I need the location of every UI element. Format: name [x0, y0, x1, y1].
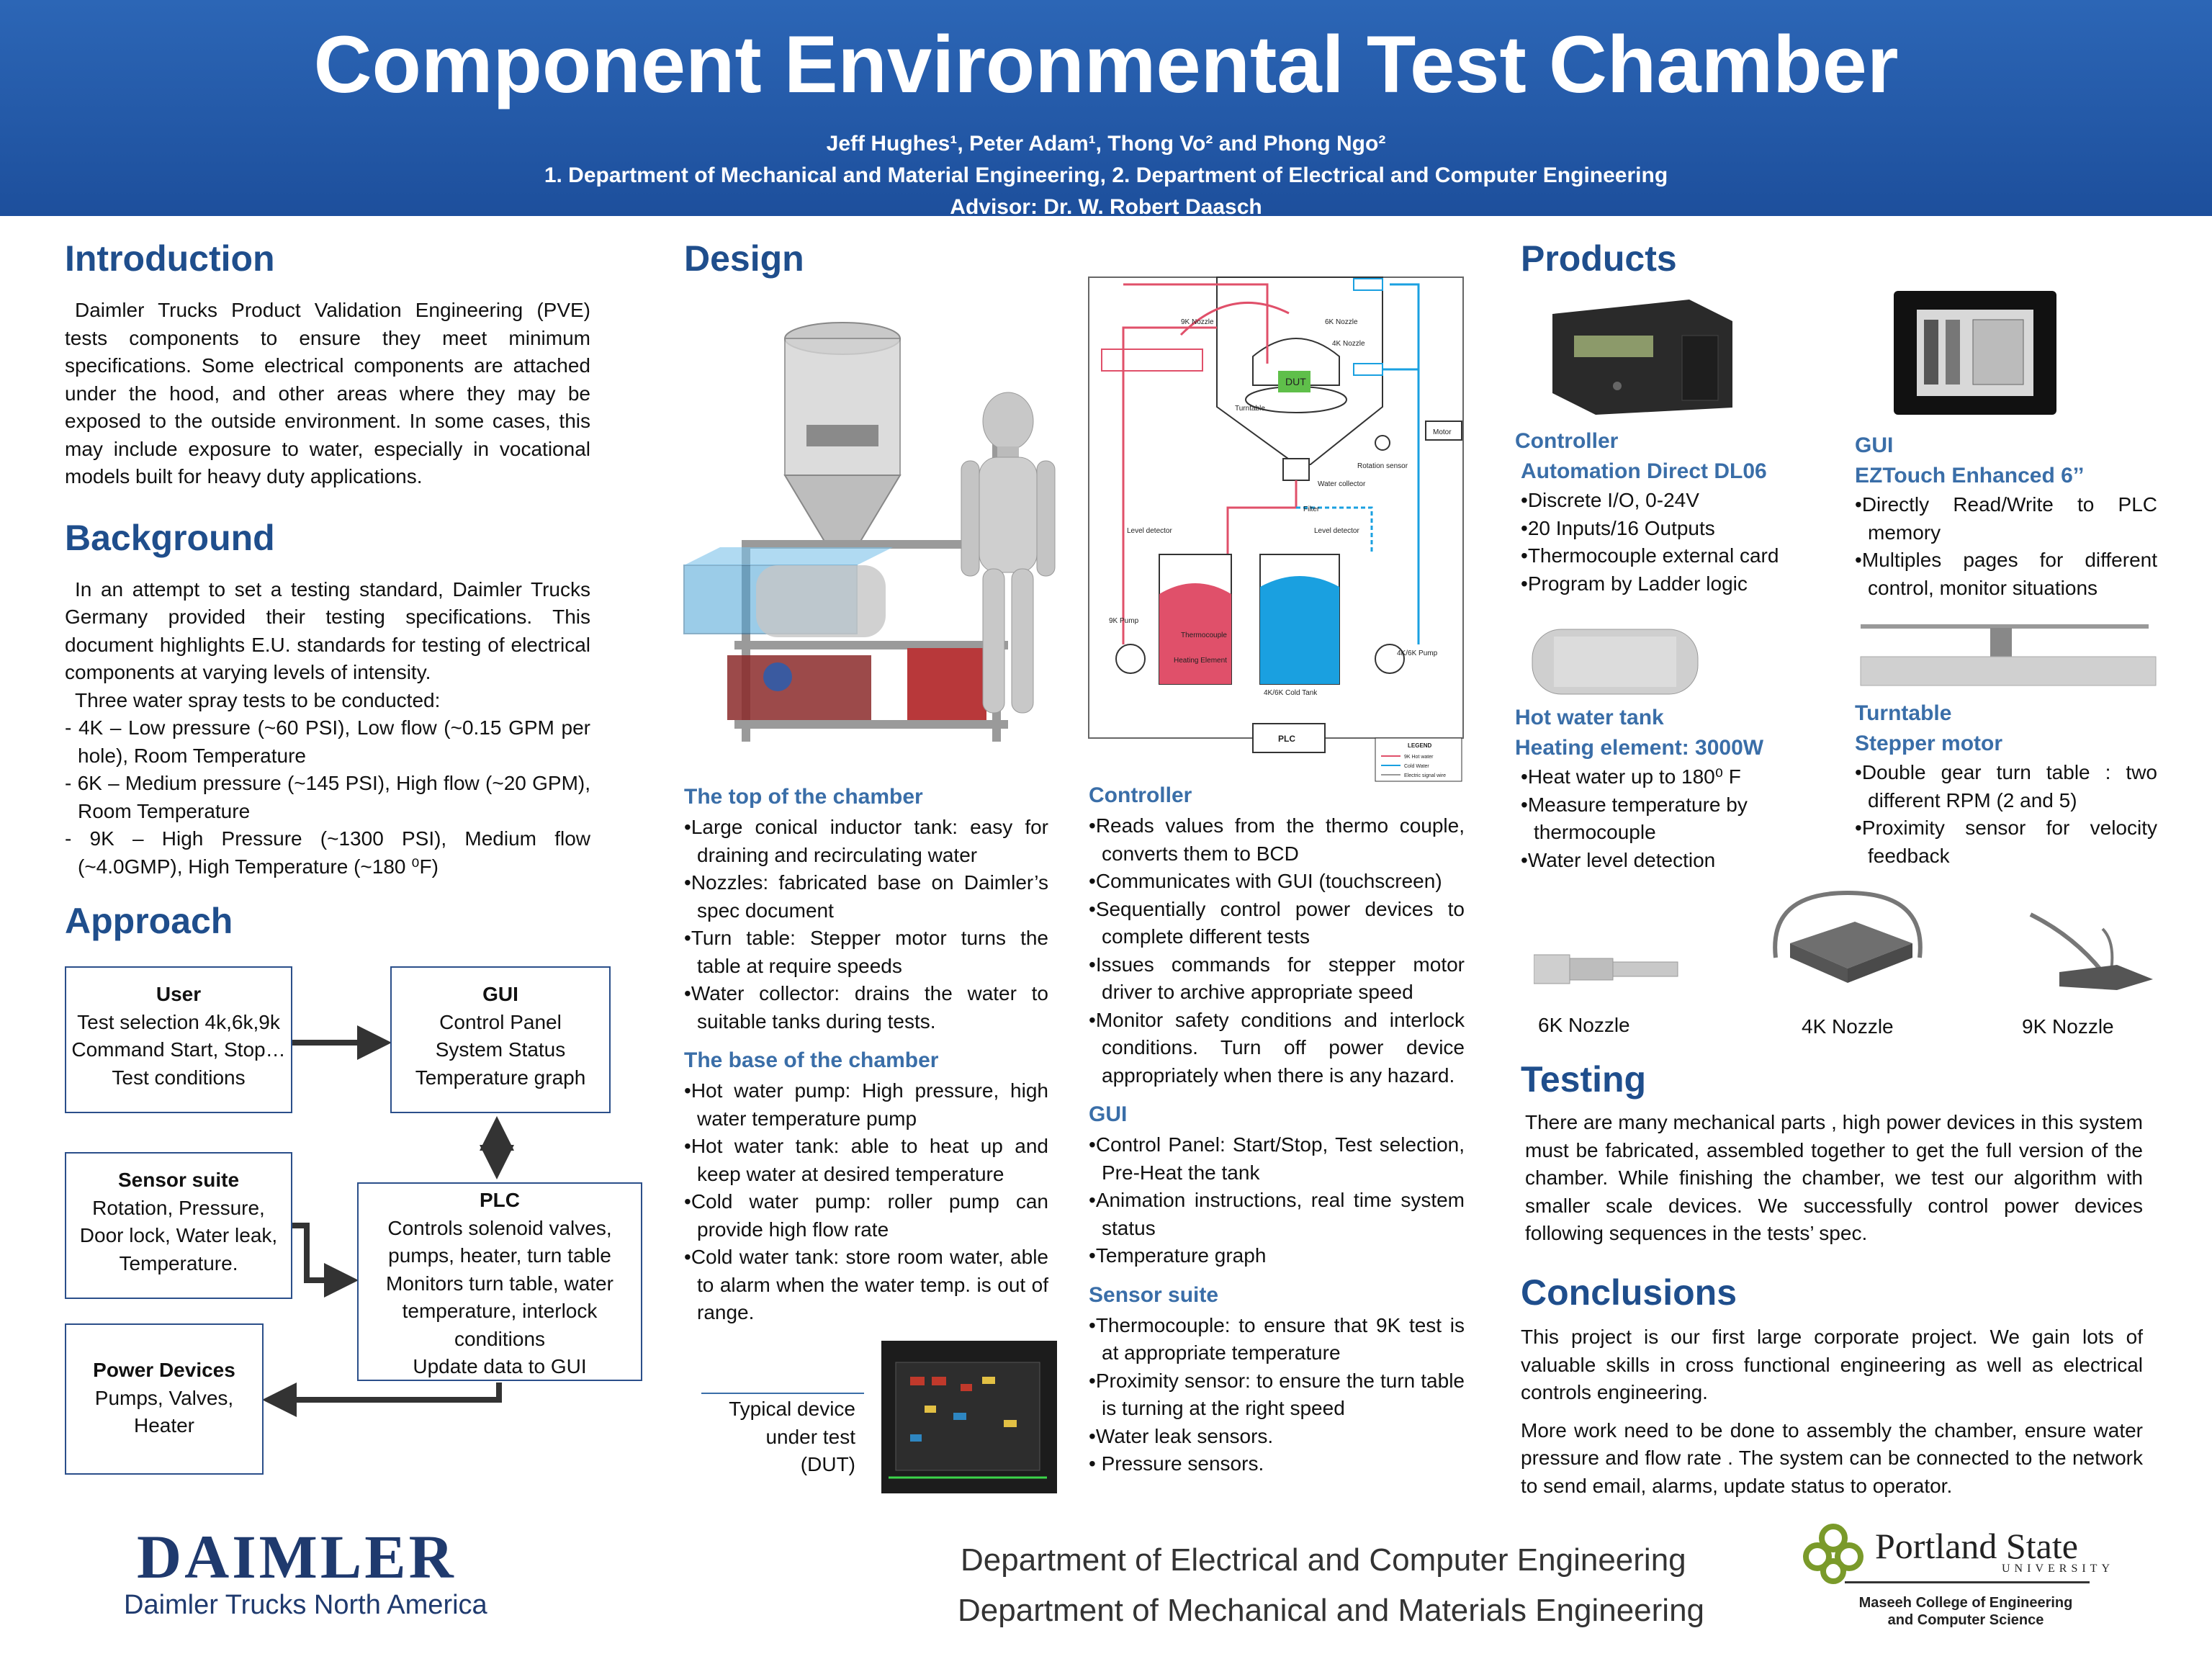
background-text: In an attempt to set a testing standard, Daimler Trucks Germany provided their testing specifications. This document highlights E.U. standards for testing of electrical components at varying levels of intensity.: [65, 577, 590, 683]
footer-dept-ece: Department of Electrical and Computer Engineering: [961, 1542, 1686, 1578]
hot-water-tank-photo: [1525, 622, 1705, 701]
base-chamber-title: The base of the chamber: [684, 1048, 939, 1072]
list-item: • Water leak sensors.: [1089, 1423, 1465, 1451]
controller-product-list: [1515, 487, 1817, 598]
daimler-logo: DAIMLER: [137, 1522, 457, 1591]
cold-tank-label: 4K/6K Cold Tank: [1264, 689, 1318, 697]
maseeh-line: Maseeh College of Engineering: [1858, 1595, 2073, 1611]
approach-title: Approach: [65, 901, 233, 941]
list-item: • Sequentially control power devices to complete different tests: [1089, 896, 1465, 951]
list-item: • Measure temperature by thermocouple: [1521, 791, 1832, 847]
box-line: Door lock, Water leak,: [79, 1224, 278, 1246]
maseeh-college: [1843, 1594, 2088, 1629]
dut-label: DUT: [1285, 376, 1306, 387]
box-line: Pumps, Valves,: [94, 1386, 234, 1409]
conclusions-p2: More work need to be done to assembly the chamber, ensure water pressure and flow rate . The system can be connected to the network to send email, alarms, update status to operator.: [1521, 1419, 2143, 1497]
list-item: • Double gear turn table : two different RPM (2 and 5): [1855, 759, 2157, 814]
list-item: • Program by Ladder logic: [1521, 570, 1817, 598]
gui-touchscreen-photo: [1894, 291, 2056, 415]
top-chamber-list: [684, 814, 1048, 1035]
nozzle-9k-caption: 9K Nozzle: [2022, 1015, 2114, 1038]
box-line: Test conditions: [112, 1066, 246, 1089]
list-item: • Multiples pages for different control, monitor situations: [1855, 547, 2157, 602]
conclusions-section: [1521, 1272, 2143, 1500]
controller-title: Controller: [1089, 783, 1192, 807]
background-title: Background: [65, 517, 275, 558]
legend-title: LEGEND: [1408, 742, 1432, 749]
box-line: Temperature.: [119, 1251, 238, 1274]
list-item: • Discrete I/O, 0-24V: [1521, 487, 1817, 515]
list-item: • Proximity sensor: to ensure the turn table is turning at the right speed: [1089, 1367, 1465, 1423]
list-item: • Control Panel: Start/Stop, Test selection, Pre-Heat the tank: [1089, 1131, 1465, 1187]
psu-name: Portland State: [1875, 1526, 2078, 1566]
tank-product-title: Hot water tank: [1515, 706, 1664, 729]
list-item: • Animation instructions, real time system status: [1089, 1187, 1465, 1242]
turntable-product-list: [1855, 759, 2157, 870]
controller-list: [1089, 812, 1465, 1089]
plc-photo: [1545, 292, 1740, 415]
design-title: Design: [684, 238, 804, 279]
list-item: • Pressure sensors.: [1089, 1450, 1465, 1478]
list-item: • Cold water pump: roller pump can provide high flow rate: [684, 1188, 1048, 1244]
box-line: Monitors turn table, water: [386, 1272, 613, 1295]
box-line: Heater: [133, 1414, 195, 1437]
gui-product-title: GUI: [1855, 433, 1894, 457]
plc-to-power-arrow: [268, 1382, 499, 1400]
turntable-photo: [1853, 621, 2160, 700]
introduction-title: Introduction: [65, 238, 275, 279]
psu-divider: [1845, 1581, 2090, 1583]
power-box-title: Power Devices: [93, 1359, 235, 1381]
user-box: [65, 966, 292, 1113]
list-item: • Hot water pump: High pressure, high water temperature pump: [684, 1077, 1048, 1133]
list-item: • Issues commands for stepper motor driver to archive appropriate speed: [1089, 951, 1465, 1007]
pump-9k-label: 9K Pump: [1109, 617, 1139, 625]
conclusions-p1: This project is our first large corporate project. We gain lots of valuable skills in cross functional engineering as well as electrical controls engineering.: [1521, 1326, 2143, 1403]
list-item: - 9K – High Pressure (~1300 PSI), Medium flow (~4.0GMP), High Temperature (~180 ⁰F): [65, 825, 590, 881]
list-item: • Water collector: drains the water to suitable tanks during tests.: [684, 980, 1048, 1035]
plc-box: [357, 1182, 642, 1381]
products-title: Products: [1521, 238, 1677, 279]
turntable-product: [1855, 698, 2157, 870]
box-line: Command Start, Stop…: [71, 1038, 286, 1061]
list-item: • Communicates with GUI (touchscreen): [1089, 868, 1465, 896]
top-chamber-title: The top of the chamber: [684, 785, 923, 809]
list-item: • Cold water tank: store room water, able to alarm when the water temp. is out of range.: [684, 1244, 1048, 1327]
list-item: • Proximity sensor for velocity feedback: [1855, 814, 2157, 870]
list-item: • Directly Read/Write to PLC memory: [1855, 491, 2157, 547]
box-line: Controls solenoid valves,: [387, 1216, 612, 1239]
design-right-text: [1089, 783, 1465, 1478]
box-line: conditions: [454, 1327, 546, 1350]
list-item: • Heat water up to 180⁰ F: [1521, 763, 1832, 791]
testing-text: There are many mechanical parts , high power devices in this system must be fabricated, assembled together to get the full version of the chamber. While finishing the chamber, we test our algorithm with smaller scale devices. We successfully control power devices following sequences in the tests’ spec.: [1525, 1111, 2143, 1244]
dut-caption: [701, 1395, 855, 1479]
rotation-sensor-label: Rotation sensor: [1357, 462, 1408, 470]
turntable-product-title: Turntable: [1855, 701, 1952, 725]
turntable-product-model: Stepper motor: [1855, 732, 2003, 755]
maseeh-line: and Computer Science: [1887, 1612, 2044, 1628]
nozzle-6k-label: 6K Nozzle: [1325, 318, 1358, 326]
gui-box-title: GUI: [482, 983, 518, 1005]
box-line: Update data to GUI: [413, 1355, 587, 1377]
tank-product-model: Heating element: 3000W: [1515, 736, 1764, 760]
advisor: Advisor: Dr. W. Robert Daasch: [950, 195, 1262, 219]
gui-product-model: EZTouch Enhanced 6’’: [1855, 464, 2085, 487]
base-chamber-list: [684, 1077, 1048, 1327]
footer-dept-mme: Department of Mechanical and Materials Engineering: [958, 1593, 1705, 1628]
introduction-text: Daimler Trucks Product Validation Engineering (PVE) tests components to ensure they meet minimum specifications. Some electrical components are attached under the hood, and other areas where they may be exposed to the outside environment. In some cases, this may include exposure to water, especially in vocational models built for heavy duty applications.: [65, 299, 590, 487]
psu-logo-icon: [1803, 1524, 1863, 1584]
heating-element-label: Heating Element: [1174, 657, 1227, 665]
sensor-box-title: Sensor suite: [117, 1169, 240, 1191]
turntable-label: Turntable: [1235, 405, 1265, 413]
list-item: • 20 Inputs/16 Outputs: [1521, 515, 1817, 543]
user-box-title: User: [156, 983, 202, 1005]
caption-line: (DUT): [800, 1453, 855, 1475]
level-detector-1-label: Level detector: [1127, 527, 1172, 535]
level-detector-2-label: Level detector: [1314, 527, 1359, 535]
power-box: [65, 1323, 264, 1475]
nozzle-4k-label: 4K Nozzle: [1332, 340, 1365, 348]
list-item: • Large conical inductor tank: easy for draining and recirculating water: [684, 814, 1048, 869]
pump-4k-label: 4K/6K Pump: [1397, 649, 1438, 657]
box-line: Test selection 4k,6k,9k: [77, 1010, 280, 1033]
controller-product-title: Controller: [1515, 429, 1619, 453]
list-item: • Turn table: Stepper motor turns the table at require speeds: [684, 925, 1048, 980]
list-item: • Thermocouple external card: [1521, 542, 1817, 570]
nozzle-9k-photo: [2016, 900, 2160, 994]
box-line: temperature, interlock: [402, 1300, 598, 1322]
plc-box-title: PLC: [480, 1189, 520, 1211]
testing-title: Testing: [1521, 1059, 1647, 1100]
list-item: • Hot water tank: able to heat up and keep water at desired temperature: [684, 1133, 1048, 1188]
human-scale-figure: [958, 389, 1058, 720]
nozzle-9k-label: 9K Nozzle: [1181, 318, 1214, 326]
controller-product: [1515, 426, 1817, 598]
background-lead: Three water spray tests to be conducted:: [75, 688, 441, 711]
list-item: • Nozzles: fabricated base on Daimler’s spec document: [684, 869, 1048, 925]
motor-label: Motor: [1433, 428, 1452, 436]
sensor-design-title: Sensor suite: [1089, 1282, 1219, 1307]
dut-photo: [881, 1341, 1057, 1493]
list-item: • Water level detection: [1521, 847, 1832, 875]
box-line: Temperature graph: [415, 1066, 586, 1089]
box-line: Rotation, Pressure,: [92, 1196, 265, 1219]
thermocouple-label: Thermocouple: [1181, 631, 1227, 639]
departments: 1. Department of Mechanical and Material Engineering, 2. Department of Electrical and Computer Engineering: [544, 163, 1668, 187]
sensor-to-plc-arrow: [292, 1226, 353, 1280]
gui-product-list: [1855, 491, 2157, 602]
filter-label: Filter: [1303, 505, 1320, 513]
design-left-text: [684, 785, 1048, 1327]
psu-university: UNIVERSITY: [2002, 1563, 2114, 1575]
nozzle-6k-photo: [1534, 948, 1685, 991]
legend-item: Cold Water: [1404, 764, 1429, 769]
conclusions-title: Conclusions: [1521, 1272, 1737, 1313]
daimler-subtitle: Daimler Trucks North America: [124, 1590, 487, 1620]
box-line: Control Panel: [439, 1010, 562, 1033]
tank-product: [1515, 703, 1832, 874]
list-item: - 4K – Low pressure (~60 PSI), Low flow (~0.15 GPM per hole), Room Temperature: [65, 714, 590, 770]
caption-line: under test: [765, 1425, 855, 1448]
gui-design-list: [1089, 1131, 1465, 1270]
tank-product-list: [1515, 763, 1832, 874]
list-item: - 6K – Medium pressure (~145 PSI), High flow (~20 GPM), Room Temperature: [65, 770, 590, 825]
nozzle-4k-caption: 4K Nozzle: [1802, 1015, 1894, 1038]
legend-item: Electric signal wire: [1404, 773, 1446, 778]
nozzle-6k-label: 6K Nozzle: [1538, 1014, 1630, 1036]
nozzle-4k-photo: [1761, 886, 1934, 1001]
list-item: • Monitor safety conditions and interlock conditions. Turn off power device appropriately when there is any hazard.: [1089, 1007, 1465, 1090]
sensor-design-list: [1089, 1312, 1465, 1478]
list-item: • Reads values from the thermo couple, converts them to BCD: [1089, 812, 1465, 868]
testing-section: [1521, 1058, 2143, 1248]
authors: Jeff Hughes¹, Peter Adam¹, Thong Vo² and Phong Ngo²: [826, 132, 1386, 156]
plc-schematic-label: PLC: [1278, 734, 1295, 744]
box-line: pumps, heater, turn table: [388, 1244, 611, 1267]
list-item: • Thermocouple: to ensure that 9K test is at appropriate temperature: [1089, 1312, 1465, 1367]
poster-title: Component Environmental Test Chamber: [313, 19, 1899, 109]
system-schematic: [1087, 270, 1491, 788]
gui-design-title: GUI: [1089, 1102, 1128, 1126]
gui-box: [390, 966, 611, 1113]
gui-product: [1855, 431, 2157, 602]
box-line: System Status: [435, 1038, 566, 1061]
water-collector-label: Water collector: [1318, 480, 1366, 488]
controller-product-model: Automation Direct DL06: [1521, 459, 1767, 483]
legend-item: 9K Hot water: [1404, 755, 1434, 760]
dut-caption-rule: [701, 1393, 864, 1394]
list-item: • Temperature graph: [1089, 1242, 1465, 1270]
caption-line: Typical device: [729, 1398, 855, 1420]
sensor-box: [65, 1152, 292, 1299]
